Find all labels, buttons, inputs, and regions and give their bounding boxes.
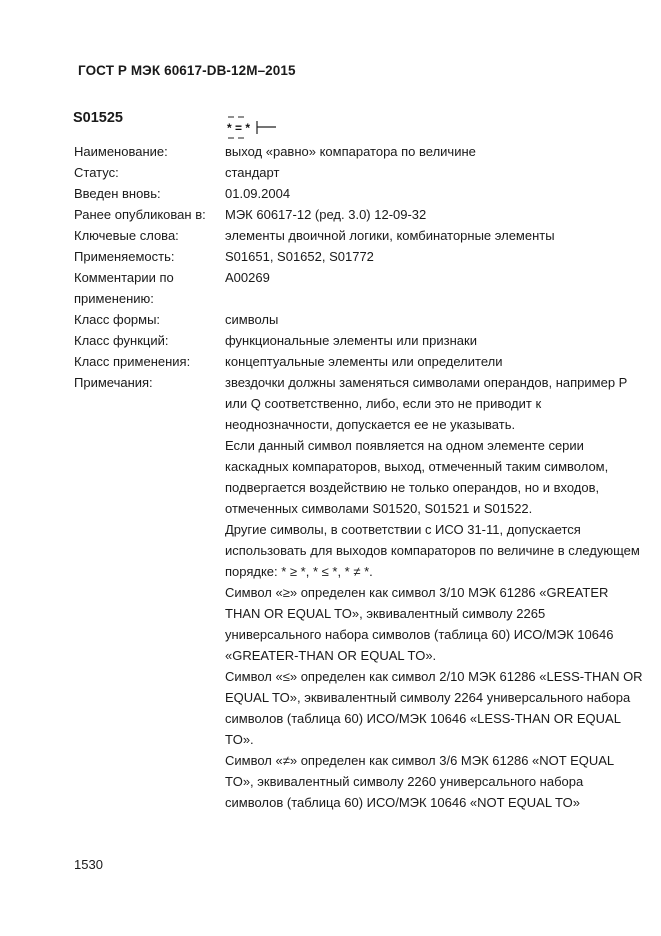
field-label: Класс формы: [74, 312, 161, 327]
field-value-paragraph: элементы двоичной логики, комбинаторные элементы [225, 228, 555, 243]
field-label: Применяемость: [74, 249, 175, 264]
field-value-paragraph: S01651, S01652, S01772 [225, 249, 374, 264]
field-row [74, 267, 644, 309]
field-value-paragraph: стандарт [225, 165, 280, 180]
field-value-paragraph: Другие символы, в соответствии с ИСО 31-11, допускается использовать для выходов компараторов по величине в следующем порядке: * ≥ *, * ≤ *, * ≠ *. [225, 522, 640, 579]
field-label: Ранее опубликован в: [74, 207, 206, 222]
page-number: 1530 [74, 857, 103, 872]
field-value [225, 246, 644, 267]
field-row [74, 309, 644, 330]
field-value-paragraph: Символ «≥» определен как символ 3/10 МЭК 61286 «GREATER THAN OR EQUAL TO», эквивалентный символу 2265 универсального набора символов (таблица 60) ИСО/МЭК 10646 «GREATER-THAN OR EQUAL TO». [225, 585, 614, 663]
field-label: Наименование: [74, 144, 168, 159]
field-row [74, 246, 644, 267]
equal-comparator-output-icon [226, 113, 278, 143]
field-row [74, 351, 644, 372]
field-value-paragraph: символы [225, 312, 279, 327]
field-value [225, 330, 644, 351]
field-row [74, 204, 644, 225]
field-value [225, 141, 644, 162]
field-row [74, 330, 644, 351]
field-label: Класс применения: [74, 354, 191, 369]
field-row [74, 372, 644, 813]
field-value [225, 351, 644, 372]
field-value [225, 162, 644, 183]
field-value-paragraph: выход «равно» компаратора по величине [225, 144, 476, 159]
field-value-paragraph: концептуальные элементы или определители [225, 354, 503, 369]
symbol-graphic-text: * = * [227, 121, 251, 135]
field-label: Ключевые слова: [74, 228, 179, 243]
field-row [74, 141, 644, 162]
field-value [225, 204, 644, 225]
field-row [74, 162, 644, 183]
field-label: Статус: [74, 165, 119, 180]
field-value-paragraph: звездочки должны заменяться символами операндов, например P или Q соответственно, либо, если это не приводит к неоднозначности, допускается ее не указывать. [225, 375, 628, 432]
field-value-paragraph: МЭК 60617-12 (ред. 3.0) 12-09-32 [225, 207, 427, 222]
field-label: Введен вновь: [74, 186, 161, 201]
field-label: Класс функций: [74, 333, 169, 348]
field-value-paragraph: функциональные элементы или признаки [225, 333, 477, 348]
field-row [74, 225, 644, 246]
field-row [74, 183, 644, 204]
symbol-code: S01525 [73, 110, 123, 126]
field-value-paragraph: Если данный символ появляется на одном элементе серии каскадных компараторов, выход, отмеченный таким символом, подвергается воздействию не только операндов, но и входов, отмеченных символами S01520, S01521 и S01522. [225, 438, 609, 516]
field-value [225, 309, 644, 330]
field-value-paragraph: Символ «≤» определен как символ 2/10 МЭК 61286 «LESS-THAN OR EQUAL TO», эквивалентный символу 2264 универсального набора символов (таблица 60) ИСО/МЭК 10646 «LESS-THAN OR EQUAL TO». [225, 669, 643, 747]
field-value-paragraph: Символ «≠» определен как символ 3/6 МЭК 61286 «NOT EQUAL TO», эквивалентный символу 2260 универсального набора символов (таблица 60) ИСО/МЭК 10646 «NOT EQUAL TO» [225, 753, 614, 810]
document-header: ГОСТ Р МЭК 60617-DB-12M–2015 [78, 63, 296, 78]
field-label: Примечания: [74, 375, 153, 390]
field-value [225, 183, 644, 204]
field-value [225, 372, 644, 813]
field-value-paragraph: 01.09.2004 [225, 186, 291, 201]
field-value [225, 267, 644, 309]
field-value-paragraph: A00269 [225, 270, 270, 285]
field-label: Комментарии по применению: [74, 270, 174, 306]
field-list [74, 141, 644, 813]
field-value [225, 225, 644, 246]
